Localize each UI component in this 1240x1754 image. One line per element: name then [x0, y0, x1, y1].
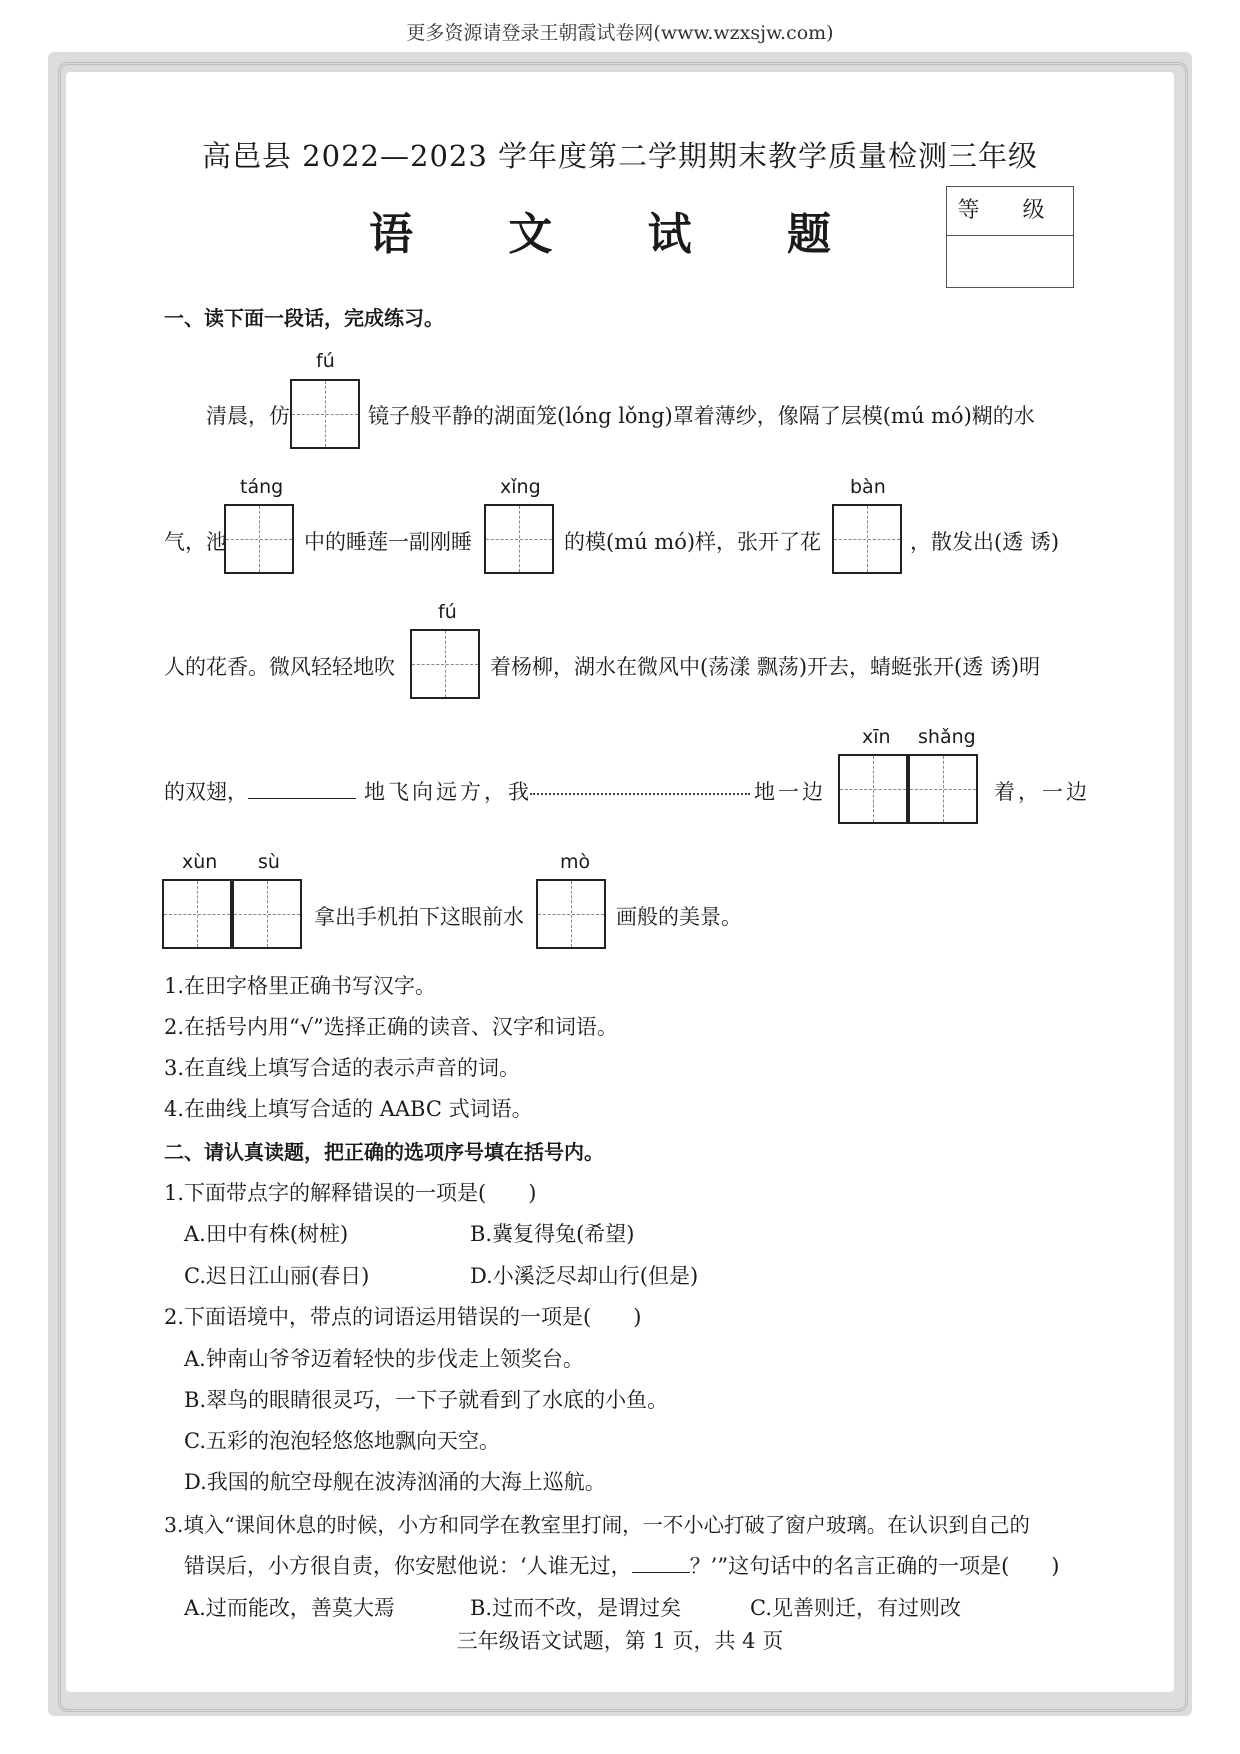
- section1-heading: 一、读下面一段话，完成练习。: [164, 306, 444, 330]
- task-1: 1.在田字格里正确书写汉字。: [164, 974, 437, 998]
- text: 清晨，仿: [206, 404, 290, 428]
- q1-option-d[interactable]: D.小溪泛尽却山行(但是): [470, 1264, 699, 1288]
- writing-box[interactable]: [484, 504, 554, 574]
- text: ，散发出(透 诱): [910, 530, 1060, 554]
- pinyin: xǐng: [500, 476, 541, 498]
- exam-subtitle: 语 文 试 题: [369, 209, 871, 260]
- text: 着杨柳，湖水在微风中(荡漾 飘荡)开去，蜻蜓张开(透 诱)明: [490, 655, 1041, 679]
- q1-option-a[interactable]: A.田中有株(树桩): [184, 1222, 349, 1246]
- writing-box[interactable]: [832, 504, 902, 574]
- text: 地飞向远方，我: [364, 780, 532, 804]
- section2-heading: 二、请认真读题，把正确的选项序号填在括号内。: [164, 1140, 604, 1164]
- pinyin: fú: [438, 601, 457, 623]
- pinyin: táng: [240, 476, 284, 498]
- writing-box[interactable]: [290, 379, 360, 449]
- q3-option-c[interactable]: C.见善则迁，有过则改: [750, 1596, 961, 1620]
- pinyin: shǎng: [918, 726, 976, 748]
- writing-box[interactable]: [232, 879, 302, 949]
- q1-option-c[interactable]: C.迟日江山丽(春日): [184, 1264, 370, 1288]
- text: ？’”这句话中的名言正确的一项是( ): [689, 1554, 1060, 1578]
- text: 地一边: [754, 780, 826, 804]
- aabc-blank-wrap: [530, 776, 750, 800]
- pinyin: fú: [316, 350, 335, 372]
- page-footer: 三年级语文试题，第 1 页，共 4 页: [456, 1629, 784, 1653]
- writing-box[interactable]: [410, 629, 480, 699]
- pinyin: sù: [258, 851, 280, 873]
- question-3-line1: 3.填入“课间休息的时候，小方和同学在教室里打闹，一不小心打破了窗户玻璃。在认识到自己的: [164, 1513, 1030, 1537]
- q3-option-b[interactable]: B.过而不改，是谓过矣: [470, 1596, 682, 1620]
- q1-option-b[interactable]: B.冀复得兔(希望): [470, 1222, 635, 1246]
- question-2: 2.下面语境中，带点的词语运用错误的一项是( ): [164, 1305, 642, 1329]
- pinyin: xùn: [182, 851, 218, 873]
- writing-box[interactable]: [224, 504, 294, 574]
- writing-box[interactable]: [162, 879, 232, 949]
- text: 气，池: [164, 530, 227, 554]
- exam-title: 高邑县 2022—2023 学年度第二学期期末教学质量检测三年级: [201, 139, 1039, 173]
- text: 人的花香。微风轻轻地吹: [164, 655, 395, 679]
- text: 镜子般平静的湖面笼(lóng lǒng)罩着薄纱，像隔了层模(mú mó)糊的水: [368, 404, 1035, 428]
- grade-label: 等 级: [947, 187, 1073, 236]
- text: 错误后，小方很自责，你安慰他说：‘人谁无过，: [184, 1554, 632, 1578]
- quote-blank[interactable]: [632, 1556, 690, 1573]
- line4-left: [164, 776, 356, 806]
- text: 的模(mú mó)样，张开了花: [564, 530, 822, 554]
- q3-option-a[interactable]: A.过而能改，善莫大焉: [184, 1596, 395, 1620]
- text: 着，一边: [994, 780, 1090, 804]
- q2-option-c[interactable]: C.五彩的泡泡轻悠悠地飘向天空。: [184, 1429, 500, 1453]
- task-4: 4.在曲线上填写合适的 AABC 式词语。: [164, 1097, 533, 1121]
- writing-box[interactable]: [536, 879, 606, 949]
- top-note: 更多资源请登录王朝霞试卷网(www.wzxsjw.com): [406, 22, 834, 44]
- task-2: 2.在括号内用“√”选择正确的读音、汉字和词语。: [164, 1015, 618, 1039]
- pinyin: xīn: [862, 726, 891, 748]
- writing-box[interactable]: [908, 754, 978, 824]
- text: 的双翅，: [164, 780, 248, 804]
- q2-option-a[interactable]: A.钟南山爷爷迈着轻快的步伐走上领奖台。: [184, 1347, 584, 1371]
- question-3-line2: [184, 1550, 1059, 1580]
- question-1: 1.下面带点字的解释错误的一项是( ): [164, 1181, 537, 1205]
- text: 中的睡莲一副刚睡: [304, 530, 472, 554]
- sound-word-blank[interactable]: [248, 780, 356, 799]
- task-3: 3.在直线上填写合适的表示声音的词。: [164, 1056, 521, 1080]
- pinyin: bàn: [850, 476, 886, 498]
- text: 画般的美景。: [616, 905, 742, 929]
- writing-box[interactable]: [838, 754, 908, 824]
- pinyin: mò: [560, 851, 591, 873]
- aabc-word-blank[interactable]: [530, 781, 750, 795]
- text: 拿出手机拍下这眼前水: [314, 905, 524, 929]
- grade-box: [946, 186, 1074, 288]
- q2-option-b[interactable]: B.翠鸟的眼睛很灵巧，一下子就看到了水底的小鱼。: [184, 1388, 669, 1412]
- q2-option-d[interactable]: D.我国的航空母舰在波涛汹涌的大海上巡航。: [184, 1470, 606, 1494]
